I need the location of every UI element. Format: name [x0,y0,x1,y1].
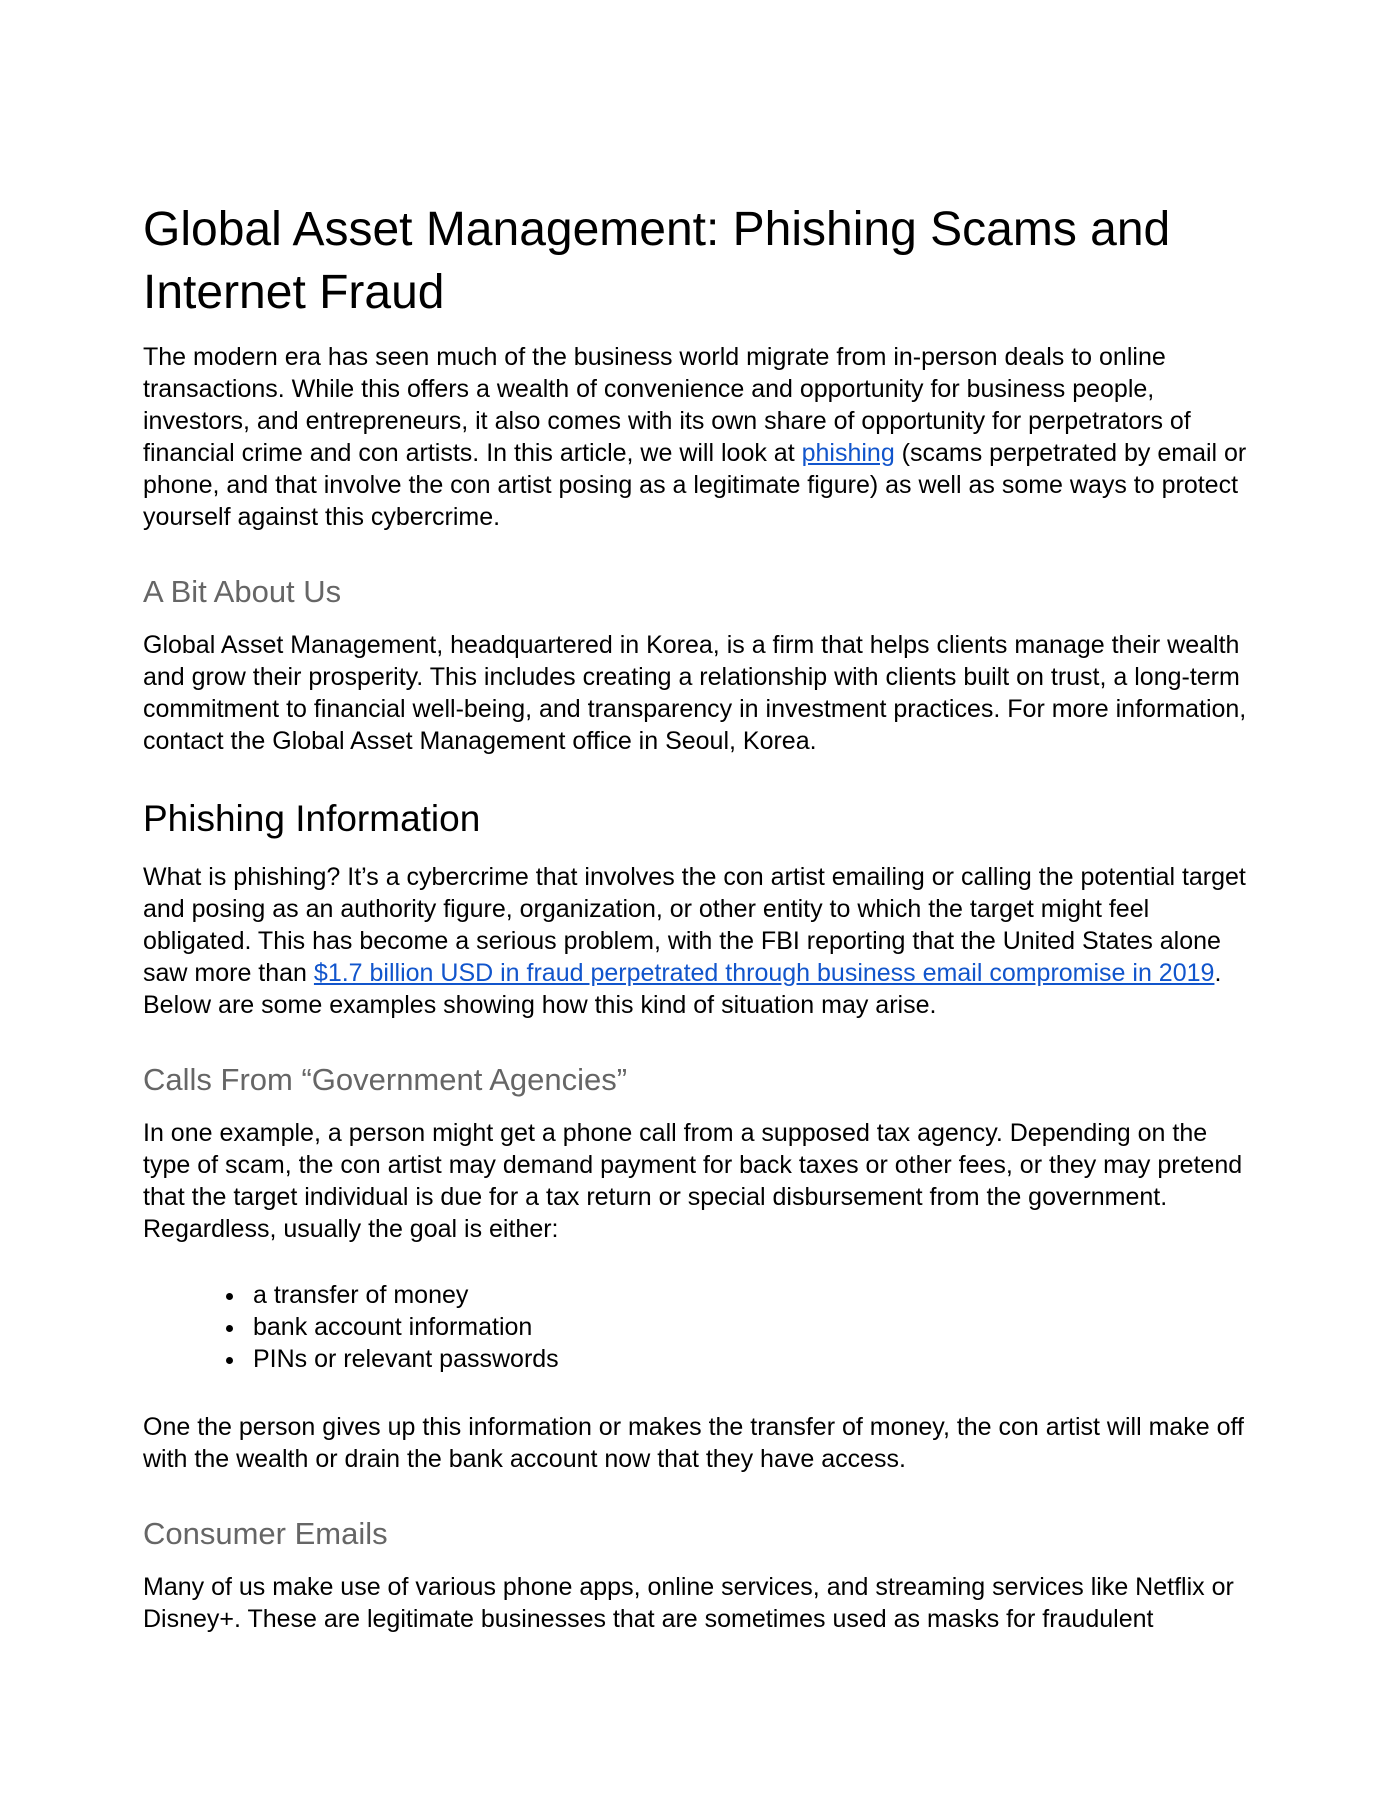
list-item: • a transfer of money [247,1279,1248,1311]
document-title: Global Asset Management: Phishing Scams and Internet Fraud [143,203,1171,319]
phishing-info-text-after-link: . Below are some examples showing how this kind of situation may arise. [143,959,1222,1019]
fraud-statistic-link[interactable]: $1.7 billion USD in fraud perpetrated through business email compromise in 2019 [313,959,1215,987]
phishing-info-paragraph [143,861,1248,1021]
intro-paragraph [143,341,1248,533]
government-calls-section-heading: Calls From “Government Agencies” [143,1062,628,1097]
government-calls-paragraph: In one example, a person might get a phone call from a supposed tax agency. Depending on the type of scam, the con artist may demand payment for back taxes or other fees, or they may pretend that the target individual is due for a tax return or special disbursement from the government. Regardless, usually the goal is either: [143,1119,1243,1243]
about-paragraph: Global Asset Management, headquartered in Korea, is a firm that helps clients manage their wealth and grow their prosperity. This includes creating a relationship with clients built on trust, a long-term commitment to financial well-being, and transparency in investment practices. For more information, contact the Global Asset Management office in Seoul, Korea. [143,631,1247,755]
phishing-link[interactable]: phishing [801,439,895,467]
consumer-emails-paragraph: Many of us make use of various phone apps, online services, and streaming services like Netflix or Disney+. These are legitimate businesses that are sometimes used as masks for fraudulent [143,1573,1234,1633]
intro-text-after-link: (scams perpetrated by email or phone, and that involve the con artist posing as a legitimate figure) as well as some ways to protect yourself against this cybercrime. [143,439,1247,531]
government-calls-followup-paragraph: One the person gives up this information or makes the transfer of money, the con artist will make off with the wealth or drain the bank account now that they have access. [143,1413,1244,1473]
consumer-emails-section-heading: Consumer Emails [143,1516,388,1551]
about-section-heading: A Bit About Us [143,574,342,609]
phishing-info-section-heading: Phishing Information [143,798,481,839]
phishing-info-text-before-link: What is phishing? It’s a cybercrime that involves the con artist emailing or calling the potential target and posing as an authority figure, organization, or other entity to which the target might feel obligated. This has become a serious problem, with the FBI reporting that the United States alone saw more than [143,863,1246,987]
intro-text-before-link: The modern era has seen much of the business world migrate from in-person deals to online transactions. While this offers a wealth of convenience and opportunity for business people, investors, and entrepreneurs, it also comes with its own share of opportunity for perpetrators of financial crime and con artists. In this article, we will look at [143,343,1191,467]
list-item: • bank account information [247,1311,1248,1343]
list-item: • PINs or relevant passwords [247,1343,1248,1375]
scam-goals-list [143,1279,1248,1375]
